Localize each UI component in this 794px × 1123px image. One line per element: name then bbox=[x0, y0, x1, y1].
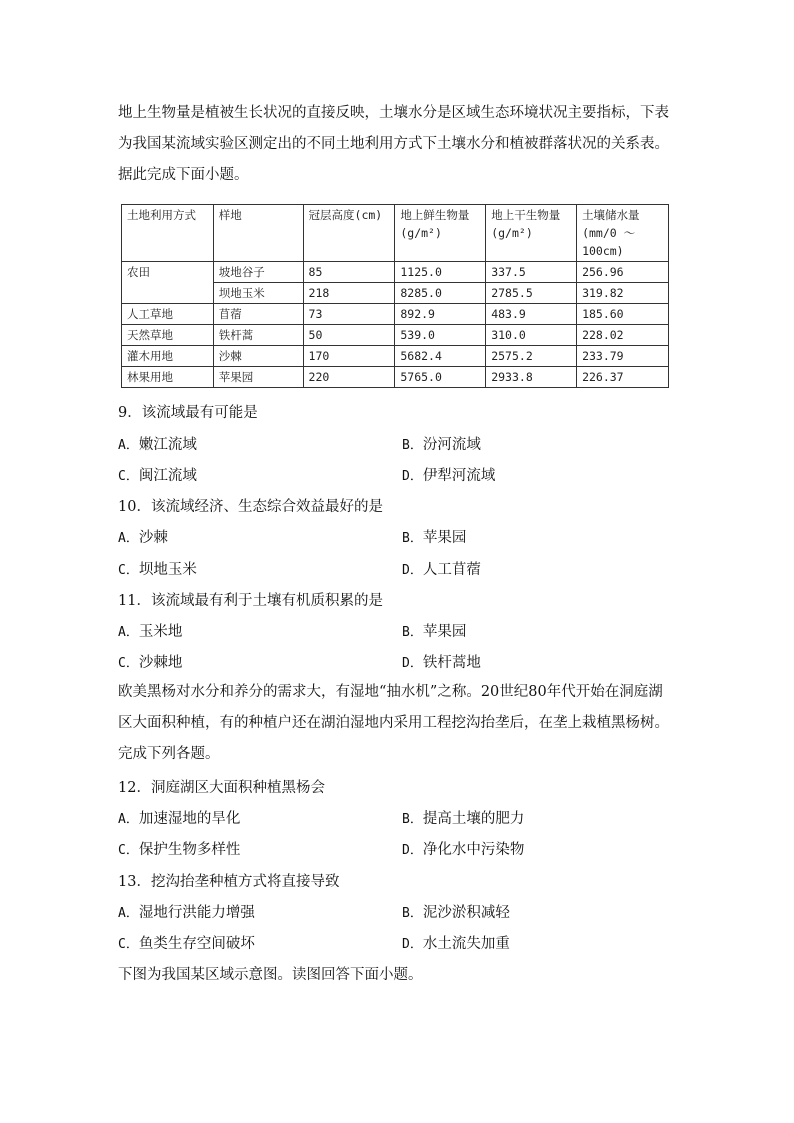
option-letter: D． bbox=[402, 656, 423, 671]
table-cell: 85 bbox=[303, 262, 395, 283]
question-10-option-a bbox=[118, 528, 168, 549]
option-text: 闽江流域 bbox=[138, 468, 197, 484]
question-12-option-d bbox=[402, 840, 524, 861]
header-sample-plot: 样地 bbox=[213, 205, 303, 262]
table-cell: 苹果园 bbox=[213, 367, 303, 388]
table-cell: 林果用地 bbox=[122, 367, 214, 388]
table-cell: 5682.4 bbox=[395, 346, 486, 367]
option-text: 铁杆蒿地 bbox=[422, 655, 481, 671]
option-letter: A． bbox=[118, 906, 139, 921]
question-9-option-a bbox=[118, 435, 197, 456]
question-10-option-d bbox=[402, 560, 481, 581]
option-letter: B． bbox=[402, 531, 423, 546]
header-canopy-height: 冠层高度(cm) bbox=[303, 205, 395, 262]
table-cell: 2933.8 bbox=[486, 367, 577, 388]
option-text: 净化水中污染物 bbox=[422, 842, 525, 858]
question-10-stem: 10．该流域经济、生态综合效益最好的是 bbox=[118, 499, 383, 515]
table-cell: 170 bbox=[303, 346, 395, 367]
table-cell: 483.9 bbox=[486, 304, 577, 325]
question-13-stem: 13．挖沟抬垄种植方式将直接导致 bbox=[118, 874, 340, 890]
option-text: 湿地行洪能力增强 bbox=[138, 905, 255, 921]
table-cell: 310.0 bbox=[486, 325, 577, 346]
option-letter: C． bbox=[118, 656, 139, 671]
table-row bbox=[122, 304, 669, 325]
table-cell: 233.79 bbox=[577, 346, 669, 367]
table-cell: 220 bbox=[303, 367, 395, 388]
option-letter: B． bbox=[402, 438, 423, 453]
question-11-option-c bbox=[118, 653, 182, 674]
table-cell: 337.5 bbox=[486, 262, 577, 283]
header-soil-water-storage: 土壤储水量(mm/0 ～ 100cm) bbox=[577, 205, 669, 262]
option-text: 加速湿地的旱化 bbox=[138, 811, 241, 827]
intro-paragraph-1: 地上生物量是植被生长状况的直接反映，土壤水分是区域生态环境状况主要指标，下表为我国某流域实验区测定出的不同土地利用方式下土壤水分和植被群落状况的关系表。据此完成下面小题。 bbox=[118, 105, 669, 183]
table-row bbox=[122, 346, 669, 367]
option-text: 泥沙淤积减轻 bbox=[422, 905, 510, 921]
question-10-option-c bbox=[118, 560, 197, 581]
question-13-option-b bbox=[402, 903, 510, 924]
table-cell: 铁杆蒿 bbox=[213, 325, 303, 346]
table-row bbox=[122, 325, 669, 346]
option-text: 沙棘地 bbox=[138, 655, 183, 671]
table-cell: 539.0 bbox=[395, 325, 486, 346]
table-cell: 226.37 bbox=[577, 367, 669, 388]
table-cell: 256.96 bbox=[577, 262, 669, 283]
question-11-option-d bbox=[402, 653, 481, 674]
option-letter: D． bbox=[402, 937, 423, 952]
header-fresh-biomass: 地上鲜生物量(g/m²) bbox=[395, 205, 486, 262]
table-cell: 2575.2 bbox=[486, 346, 577, 367]
soil-vegetation-table bbox=[121, 204, 669, 388]
intro-paragraph-3: 下图为我国某区域示意图。读图回答下面小题。 bbox=[118, 967, 423, 983]
option-letter: D． bbox=[402, 843, 423, 858]
question-13-option-d bbox=[402, 934, 510, 955]
option-letter: A． bbox=[118, 531, 139, 546]
header-land-use: 土地利用方式 bbox=[122, 205, 214, 262]
table-cell: 319.82 bbox=[577, 283, 669, 304]
table-cell: 灌木用地 bbox=[122, 346, 214, 367]
table-cell: 228.02 bbox=[577, 325, 669, 346]
table-cell: 5765.0 bbox=[395, 367, 486, 388]
option-letter: C． bbox=[118, 843, 139, 858]
question-12-option-c bbox=[118, 840, 240, 861]
option-text: 苹果园 bbox=[422, 530, 467, 546]
table-cell: 1125.0 bbox=[395, 262, 486, 283]
option-letter: C． bbox=[118, 937, 139, 952]
option-letter: A． bbox=[118, 438, 139, 453]
option-letter: C． bbox=[118, 469, 139, 484]
table-cell: 2785.5 bbox=[486, 283, 577, 304]
option-text: 玉米地 bbox=[138, 624, 183, 640]
table-cell: 人工草地 bbox=[122, 304, 214, 325]
table-cell: 农田 bbox=[122, 262, 214, 304]
intro-paragraph-2: 欧美黑杨对水分和养分的需求大，有湿地“抽水机”之称。20世纪80年代开始在洞庭湖区大面积种植，有的种植户还在湖泊湿地内采用工程挖沟抬垄后，在垄上栽植黑杨树。完成下列各题。 bbox=[118, 684, 669, 762]
table-cell: 沙棘 bbox=[213, 346, 303, 367]
option-text: 沙棘 bbox=[138, 530, 168, 546]
table-row bbox=[122, 262, 669, 283]
option-text: 汾河流域 bbox=[422, 437, 481, 453]
table-cell: 坝地玉米 bbox=[213, 283, 303, 304]
option-letter: D． bbox=[402, 469, 423, 484]
option-text: 坝地玉米 bbox=[138, 562, 197, 578]
question-12-option-b bbox=[402, 809, 524, 830]
option-text: 苹果园 bbox=[422, 624, 467, 640]
option-letter: B． bbox=[402, 625, 423, 640]
option-text: 伊犁河流域 bbox=[422, 468, 496, 484]
option-letter: B． bbox=[402, 906, 423, 921]
option-text: 水土流失加重 bbox=[422, 936, 510, 952]
table-cell: 185.60 bbox=[577, 304, 669, 325]
option-text: 人工苜蓿 bbox=[422, 562, 481, 578]
header-dry-biomass: 地上干生物量(g/m²) bbox=[486, 205, 577, 262]
question-9-option-c bbox=[118, 466, 197, 487]
table-cell: 218 bbox=[303, 283, 395, 304]
option-letter: D． bbox=[402, 563, 423, 578]
table-cell: 73 bbox=[303, 304, 395, 325]
table-cell: 天然草地 bbox=[122, 325, 214, 346]
question-9-stem: 9．该流域最有可能是 bbox=[118, 405, 258, 421]
question-13-option-c bbox=[118, 934, 255, 955]
question-12-stem: 12．洞庭湖区大面积种植黑杨会 bbox=[118, 780, 325, 796]
question-11-option-a bbox=[118, 622, 182, 643]
table-cell: 坡地谷子 bbox=[213, 262, 303, 283]
question-11-option-b bbox=[402, 622, 466, 643]
question-13-option-a bbox=[118, 903, 255, 924]
table-header-row bbox=[122, 205, 669, 262]
option-letter: A． bbox=[118, 812, 139, 827]
table-cell: 892.9 bbox=[395, 304, 486, 325]
question-10-option-b bbox=[402, 528, 466, 549]
option-text: 鱼类生存空间破坏 bbox=[138, 936, 255, 952]
option-text: 提高土壤的肥力 bbox=[422, 811, 525, 827]
option-letter: A． bbox=[118, 625, 139, 640]
option-letter: B． bbox=[402, 812, 423, 827]
question-9-option-b bbox=[402, 435, 481, 456]
table-cell: 8285.0 bbox=[395, 283, 486, 304]
question-11-stem: 11．该流域最有利于土壤有机质积累的是 bbox=[118, 593, 383, 609]
option-text: 嫩江流域 bbox=[138, 437, 197, 453]
option-text: 保护生物多样性 bbox=[138, 842, 241, 858]
question-12-option-a bbox=[118, 809, 240, 830]
option-letter: C． bbox=[118, 563, 139, 578]
table-cell: 50 bbox=[303, 325, 395, 346]
table-row bbox=[122, 367, 669, 388]
question-9-option-d bbox=[402, 466, 495, 487]
table-cell: 苜蓿 bbox=[213, 304, 303, 325]
